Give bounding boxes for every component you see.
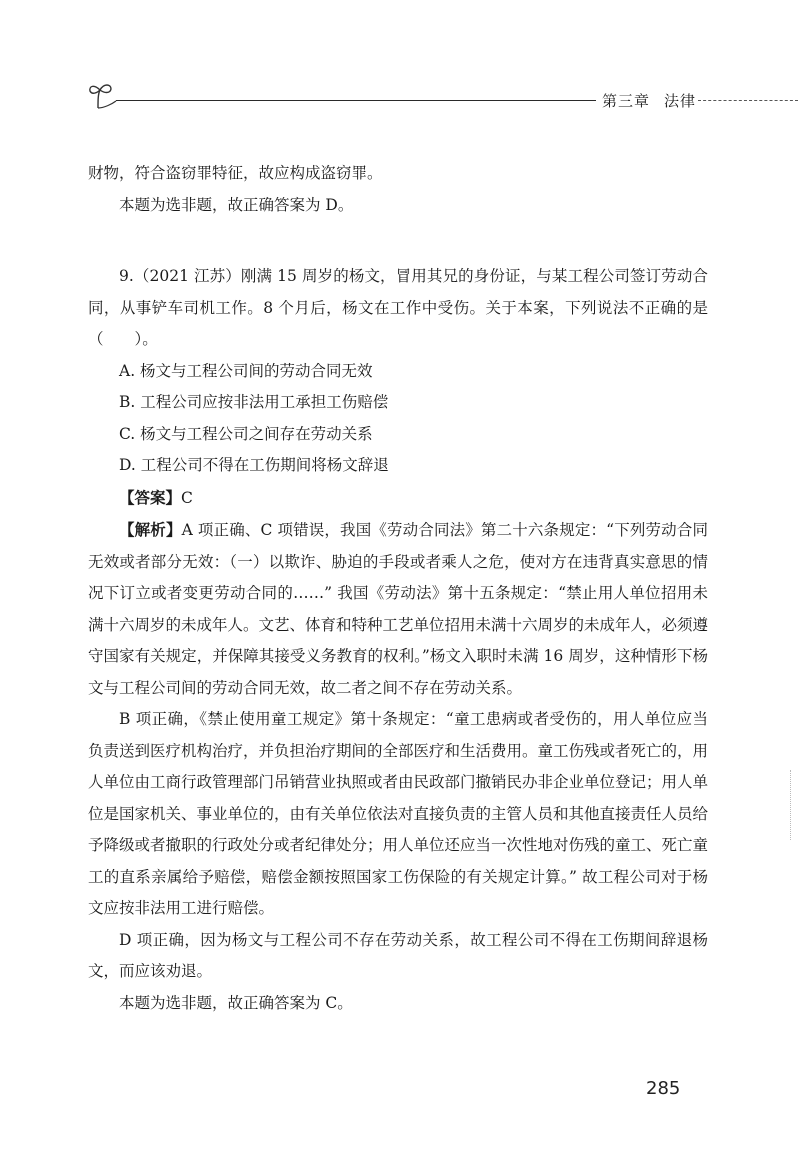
previous-answer-conclusion: 本题为选非题，故正确答案为 D。 [119,195,354,214]
page-body [88,158,708,1019]
question-text: 9.（2021 江苏）刚满 15 周岁的杨文，冒用其兄的身份证，与某工程公司签订劳动合同，从事铲车司机工作。8 个月后，杨文在工作中受伤。关于本案，下列说法不正确的是（ ）。 [88,267,708,348]
scan-edge-mark [790,770,792,840]
page-number: 285 [646,1078,681,1099]
chapter-heading [596,90,702,111]
option-a: A. 杨文与工程公司间的劳动合同无效 [119,361,373,380]
running-header [86,78,786,118]
sprout-logo-icon [86,78,122,114]
analysis-a [88,514,708,704]
header-rule-tail [698,100,798,101]
option-c: C. 杨文与工程公司之间存在劳动关系 [119,424,373,443]
option-d: D. 工程公司不得在工伤期间将杨文辞退 [119,456,389,474]
spacer [88,221,708,261]
final-conclusion: 本题为选非题，故正确答案为 C。 [119,993,353,1012]
paragraph-continuation: 财物，符合盗窃罪特征，故应构成盗窃罪。 [88,164,383,182]
answer-value: C [181,488,193,507]
chapter-number: 第三章 [602,92,651,110]
analysis-d: D 项正确，因为杨文与工程公司不存在劳动关系，故工程公司不得在工伤期间辞退杨文，而应该劝退。 [88,930,708,980]
option-b: B. 工程公司应按非法用工承担工伤赔偿 [119,393,389,411]
analysis-a-text: A 项正确、C 项错误，我国《劳动合同法》第二十六条规定：“下列劳动合同无效或者部分无效：（一）以欺诈、胁迫的手段或者乘人之危，使对方在违背真实意思的情况下订立或者变更劳动合同的……” 我国《劳动法》第十五条规定：“禁止用人单位招用未满十六周岁的未成年人。文艺、体育和特种工艺单位招用未满十六周岁的未成年人，必须遵守国家有关规定，并保障其接受义务教育的权利。”杨文入职时未满 16 周岁，这种情形下杨文与工程公司间的劳动合同无效，故二者之间不存在劳动关系。 [88,521,709,697]
answer-label: 【答案】 [119,487,182,507]
chapter-title: 法律 [664,92,697,110]
analysis-b: B 项正确，《禁止使用童工规定》第十条规定：“童工患病或者受伤的，用人单位应当负责送到医疗机构治疗，并负担治疗期间的全部医疗和生活费用。童工伤残或者死亡的，用人单位由工商行政管理部门吊销营业执照或者由民政部门撤销民办非企业单位登记；用人单位是国家机关、事业单位的，由有关单位依法对直接负责的主管人员和其他直接责任人员给予降级或者撤职的行政处分或者纪律处分；用人单位还应当一次性地对伤残的童工、死亡童工的直系亲属给予赔偿，赔偿金额按照国家工伤保险的有关规定计算。” 故工程公司对于杨文应按非法用工进行赔偿。 [88,710,709,917]
analysis-label: 【解析】 [119,520,182,539]
answer-line [88,482,708,515]
